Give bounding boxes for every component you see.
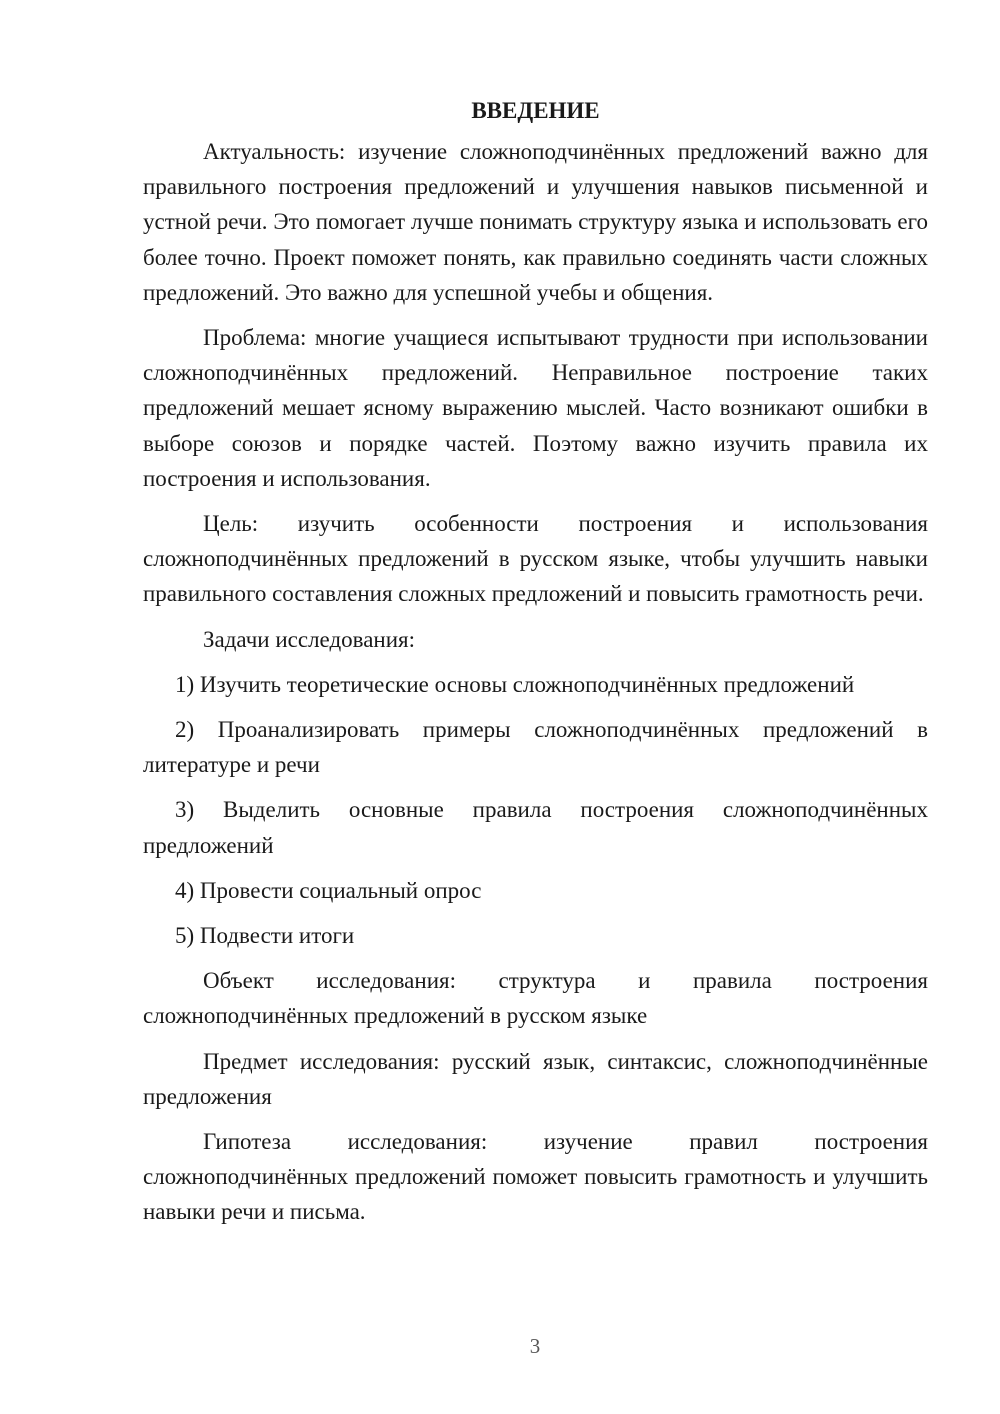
page-number: 3 — [529, 1334, 541, 1358]
hypothesis-paragraph: Гипотеза исследования: изучение правил построения сложноподчинённых предложений поможет повысить грамотность и улучшить навыки речи и письма. — [143, 1129, 928, 1225]
task-item: 4) Провести социальный опрос — [175, 877, 482, 903]
problem-paragraph: Проблема: многие учащиеся испытывают трудности при использовании сложноподчинённых предложений. Неправильное построение таких предложений мешает ясному выражению мыслей. Часто возникают ошибки в выборе союзов и порядке частей. Поэтому важно изучить правила их построения и использования. — [143, 325, 928, 491]
tasks-heading: Задачи исследования: — [203, 626, 416, 652]
goal-paragraph: Цель: изучить особенности построения и использования сложноподчинённых предложений в русском языке, чтобы улучшить навыки правильного составления сложных предложений и повысить грамотность речи. — [143, 511, 928, 607]
task-item: 1) Изучить теоретические основы сложноподчинённых предложений — [175, 671, 855, 697]
subject-paragraph: Предмет исследования: русский язык, синтаксис, сложноподчинённые предложения — [143, 1048, 928, 1109]
document-page — [143, 96, 928, 1240]
task-item: 2) Проанализировать примеры сложноподчинённых предложений в литературе и речи — [143, 717, 928, 778]
object-paragraph: Объект исследования: структура и правила построения сложноподчинённых предложений в русском языке — [143, 968, 928, 1029]
section-title: ВВЕДЕНИЕ — [471, 98, 600, 123]
task-item: 5) Подвести итоги — [175, 923, 355, 949]
relevance-paragraph: Актуальность: изучение сложноподчинённых предложений важно для правильного построения предложений и улучшения навыков письменной и устной речи. Это помогает лучше понимать структуру языка и использовать его более точно. Проект поможет понять, как правильно соединять части сложных предложений. Это важно для успешной учебы и общения. — [143, 139, 928, 305]
task-item: 3) Выделить основные правила построения сложноподчинённых предложений — [143, 797, 928, 858]
